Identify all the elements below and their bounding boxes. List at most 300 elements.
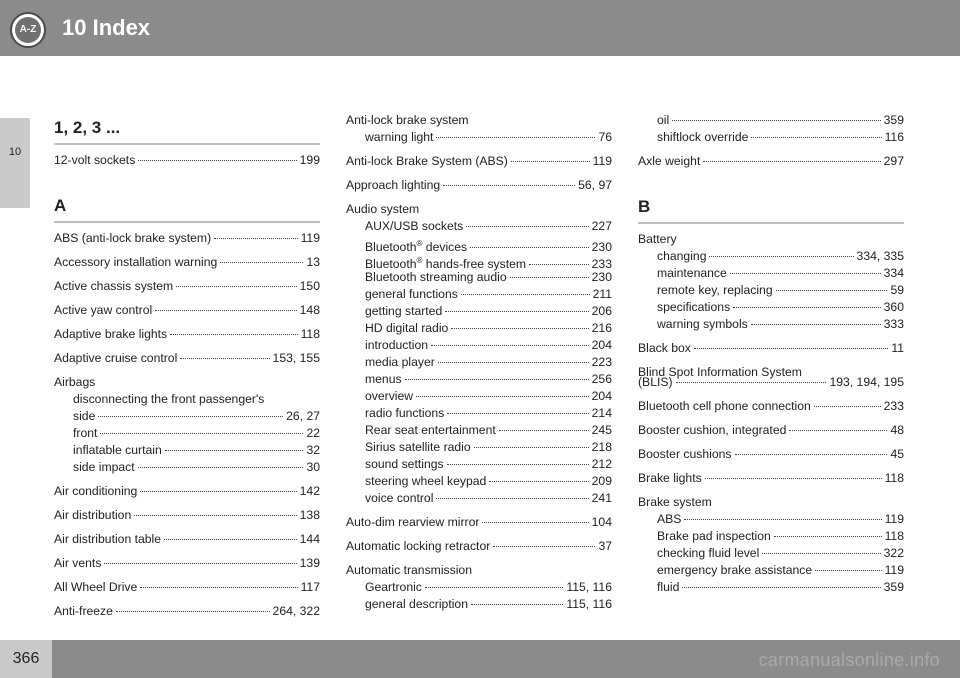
page-ref: 11 — [891, 341, 904, 355]
entry-label: shiftlock override — [657, 130, 749, 144]
dot-leader — [814, 406, 881, 407]
index-subentry — [346, 456, 612, 473]
dot-leader — [436, 498, 588, 499]
index-subentry — [346, 269, 612, 286]
dot-leader — [493, 546, 595, 547]
entry-label: Bluetooth cell phone connection — [638, 399, 811, 413]
entry-label: general description — [365, 597, 468, 611]
dot-leader — [471, 604, 563, 605]
page-ref: 104 — [591, 515, 612, 529]
dot-leader — [489, 481, 588, 482]
dot-leader — [165, 450, 304, 451]
entry-label: emergency brake assistance — [657, 563, 813, 577]
entry-text — [638, 494, 712, 511]
registered-mark: ® — [416, 239, 423, 248]
entry-text — [638, 374, 673, 391]
dot-leader — [451, 328, 588, 329]
index-entry — [638, 231, 904, 333]
entry-text — [657, 112, 669, 129]
page-ref: 256 — [591, 372, 612, 386]
index-entry-line — [54, 326, 320, 343]
page-ref: 360 — [883, 300, 904, 314]
entry-text — [657, 316, 748, 333]
entry-text — [638, 398, 811, 415]
entry-label: Bluetooth streaming audio — [365, 270, 507, 284]
page-number-box — [0, 640, 52, 678]
page-ref: 56, 97 — [578, 178, 612, 192]
entry-text — [365, 456, 444, 473]
index-subentry — [638, 282, 904, 299]
entry-text — [54, 230, 211, 247]
index-subentry — [638, 248, 904, 265]
dot-leader — [482, 522, 588, 523]
entry-label: oil — [657, 113, 670, 127]
index-entry-line — [346, 153, 612, 170]
page-ref: 76 — [598, 130, 612, 144]
index-subentry — [638, 316, 904, 333]
entry-label: disconnecting the front passenger's — [73, 392, 265, 406]
entry-text — [657, 562, 812, 579]
entry-label: radio functions — [365, 406, 445, 420]
entry-text — [638, 422, 786, 439]
entry-text — [54, 302, 152, 319]
entry-text — [73, 442, 162, 459]
dot-leader — [705, 478, 882, 479]
entry-label: HD digital radio — [365, 321, 449, 335]
entry-label: Booster cushion, integrated — [638, 423, 787, 437]
entry-label: Active chassis system — [54, 279, 174, 293]
entry-label: Bluetooth — [365, 257, 417, 272]
entry-label: general functions — [365, 287, 458, 301]
section-gap — [54, 176, 320, 190]
index-entry-line — [346, 112, 612, 129]
entry-label: changing — [657, 249, 707, 263]
page-ref: 199 — [299, 153, 320, 167]
dot-leader — [461, 294, 590, 295]
page-ref: 119 — [592, 154, 612, 168]
index-subentry — [54, 442, 320, 459]
index-subentry — [346, 596, 612, 613]
entry-text — [365, 473, 486, 490]
dot-leader — [138, 467, 304, 468]
entry-label: Brake system — [638, 495, 712, 509]
dot-leader — [140, 491, 296, 492]
dot-leader — [100, 433, 303, 434]
page-ref: 118 — [884, 529, 904, 543]
dot-leader — [445, 311, 588, 312]
page-ref: 117 — [300, 580, 320, 594]
index-entry-line — [638, 398, 904, 415]
entry-label: warning light — [365, 130, 434, 144]
index-entry — [346, 177, 612, 194]
page-ref: 214 — [591, 406, 612, 420]
entry-label: Air distribution — [54, 508, 132, 522]
entry-label: Approach lighting — [346, 178, 441, 192]
dot-leader — [220, 262, 303, 263]
entry-text — [346, 112, 469, 129]
entry-text — [365, 286, 458, 303]
entry-label: side — [73, 409, 96, 423]
page-ref: 204 — [591, 389, 612, 403]
entry-text — [54, 254, 217, 271]
page-ref: 297 — [883, 154, 904, 168]
page-ref: 218 — [591, 440, 612, 454]
entry-text — [365, 354, 435, 371]
page-ref: 359 — [883, 580, 904, 594]
dot-leader — [511, 161, 590, 162]
dot-leader — [116, 611, 270, 612]
dot-leader — [447, 413, 588, 414]
index-subentry — [346, 337, 612, 354]
page-ref: 153, 155 — [272, 351, 320, 365]
section-heading: B — [638, 191, 904, 224]
entry-label: Auto-dim rearview mirror — [346, 515, 480, 529]
index-entry-line — [54, 531, 320, 548]
index-entry-line — [346, 201, 612, 218]
dot-leader — [140, 587, 297, 588]
index-entry — [54, 507, 320, 524]
index-subentry — [346, 388, 612, 405]
entry-text — [346, 177, 440, 194]
index-entry — [346, 112, 612, 146]
index-subentry — [346, 129, 612, 146]
entry-label: warning symbols — [657, 317, 748, 331]
entry-text — [365, 320, 448, 337]
index-entry-line — [54, 507, 320, 524]
page-number: 366 — [12, 650, 40, 667]
entry-text — [54, 326, 167, 343]
index-entry-line — [638, 494, 904, 511]
index-subentry — [638, 562, 904, 579]
entry-label: Anti-lock Brake System (ABS) — [346, 154, 508, 168]
page-ref: 59 — [890, 283, 904, 297]
index-badge-icon — [10, 12, 46, 48]
dot-leader — [466, 226, 588, 227]
index-entry-line — [346, 562, 612, 579]
entry-text — [346, 514, 479, 531]
watermark: carmanualsonline.info — [758, 650, 940, 670]
entry-label: ABS (anti-lock brake system) — [54, 231, 212, 245]
page-ref: 13 — [306, 255, 320, 269]
dot-leader — [682, 587, 880, 588]
entry-label: menus — [365, 372, 402, 386]
entry-label-rest: hands-free system — [422, 257, 527, 272]
index-subentry — [54, 408, 320, 425]
dot-leader — [751, 137, 881, 138]
index-subentry — [346, 405, 612, 422]
page-ref: 334 — [883, 266, 904, 280]
index-entry — [54, 603, 320, 620]
dot-leader — [751, 324, 881, 325]
page-ref: 138 — [299, 508, 320, 522]
index-entry — [638, 398, 904, 415]
entry-label: fluid — [657, 580, 680, 594]
index-subentry — [346, 371, 612, 388]
entry-label: Accessory installation warning — [54, 255, 218, 269]
entry-label: steering wheel keypad — [365, 474, 487, 488]
entry-text — [346, 201, 419, 218]
entry-text — [54, 507, 131, 524]
page-ref: 37 — [598, 539, 612, 553]
entry-text — [73, 408, 95, 425]
index-column-2 — [346, 112, 612, 620]
dot-leader — [730, 273, 881, 274]
page-ref: 245 — [591, 423, 612, 437]
entry-text — [73, 391, 264, 408]
entry-label: specifications — [657, 300, 731, 314]
index-entry — [638, 112, 904, 146]
entry-label: side impact — [73, 460, 135, 474]
index-subentry — [346, 286, 612, 303]
dot-leader — [676, 382, 827, 383]
index-entry-line — [346, 514, 612, 531]
entry-text — [657, 545, 759, 562]
dot-leader — [155, 310, 296, 311]
page-ref: 115, 116 — [566, 580, 612, 594]
index-entry — [638, 494, 904, 596]
entry-text — [73, 459, 135, 476]
page-ref: 118 — [300, 327, 320, 341]
entry-label: (BLIS) — [638, 375, 673, 389]
entry-label: Anti-freeze — [54, 604, 113, 618]
index-column-1 — [54, 112, 320, 627]
index-subentry — [54, 391, 320, 408]
index-entry — [346, 562, 612, 613]
page-ref: 230 — [591, 270, 612, 284]
entry-text — [657, 282, 773, 299]
index-entry — [54, 278, 320, 295]
entry-text — [365, 405, 444, 422]
index-entry-line — [638, 470, 904, 487]
dot-leader — [470, 247, 589, 248]
index-subentry — [638, 511, 904, 528]
entry-text — [365, 579, 422, 596]
entry-text — [657, 579, 679, 596]
page-ref: 144 — [299, 532, 320, 546]
index-entry-line — [638, 153, 904, 170]
page-ref: 206 — [591, 304, 612, 318]
index-entry — [346, 514, 612, 531]
dot-leader — [436, 137, 595, 138]
entry-text — [638, 470, 702, 487]
section-gap — [638, 177, 904, 191]
index-subentry — [638, 112, 904, 129]
entry-text — [54, 152, 135, 169]
entry-text — [657, 299, 730, 316]
entry-label: Black box — [638, 341, 691, 355]
dot-leader — [98, 416, 283, 417]
entry-label: front — [73, 426, 98, 440]
index-subentry — [54, 425, 320, 442]
index-entry — [638, 446, 904, 463]
entry-label: Battery — [638, 232, 677, 246]
dot-leader — [416, 396, 589, 397]
page-ref: 119 — [884, 563, 904, 577]
entry-label: Geartronic — [365, 580, 422, 594]
index-subentry — [346, 303, 612, 320]
index-entry-line — [54, 230, 320, 247]
entry-text — [346, 562, 472, 579]
index-entry-line — [346, 177, 612, 194]
entry-label: ABS — [657, 512, 682, 526]
entry-text — [657, 511, 681, 528]
entry-text — [54, 483, 137, 500]
section-heading: 1, 2, 3 ... — [54, 112, 320, 145]
page-ref: 115, 116 — [566, 597, 612, 611]
dot-leader — [762, 553, 880, 554]
page-ref: 333 — [883, 317, 904, 331]
entry-text — [638, 153, 700, 170]
entry-label: Active yaw control — [54, 303, 153, 317]
dot-leader — [733, 307, 880, 308]
section-heading: A — [54, 190, 320, 223]
entry-text — [346, 153, 508, 170]
dot-leader — [529, 264, 589, 265]
index-entry — [54, 254, 320, 271]
page-ref: 22 — [306, 426, 320, 440]
dot-leader — [138, 160, 296, 161]
entry-label: Blind Spot Information System — [638, 365, 802, 379]
index-entry — [54, 152, 320, 169]
page-footer — [0, 640, 960, 678]
entry-text — [638, 446, 732, 463]
index-entry — [638, 153, 904, 170]
index-entry — [54, 326, 320, 343]
entry-label: 12-volt sockets — [54, 153, 136, 167]
entry-text — [638, 231, 677, 248]
index-subentry — [638, 265, 904, 282]
index-entry-line — [54, 350, 320, 367]
entry-label: Brake pad inspection — [657, 529, 771, 543]
dot-leader — [443, 185, 575, 186]
entry-label: inflatable curtain — [73, 443, 162, 457]
index-entry — [638, 340, 904, 357]
index-entry — [638, 470, 904, 487]
dot-leader — [104, 563, 296, 564]
page-ref: 211 — [592, 287, 612, 301]
page-ref: 322 — [883, 546, 904, 560]
entry-label: Rear seat entertainment — [365, 423, 496, 437]
index-entry — [54, 531, 320, 548]
dot-leader — [214, 238, 297, 239]
index-entry — [54, 374, 320, 476]
entry-text — [54, 278, 173, 295]
entry-text — [365, 490, 433, 507]
entry-text — [54, 350, 177, 367]
page-ref: 233 — [883, 399, 904, 413]
index-subentry — [346, 579, 612, 596]
entry-text — [365, 303, 442, 320]
index-subentry — [638, 129, 904, 146]
dot-leader — [425, 587, 563, 588]
index-entry — [638, 422, 904, 439]
entry-label: Audio system — [346, 202, 420, 216]
page-ref: 26, 27 — [286, 409, 320, 423]
page-ref: 204 — [591, 338, 612, 352]
index-entry — [346, 538, 612, 555]
dot-leader — [776, 290, 888, 291]
dot-leader — [510, 277, 589, 278]
entry-label: Airbags — [54, 375, 96, 389]
dot-leader — [694, 348, 889, 349]
entry-label: Sirius satellite radio — [365, 440, 471, 454]
dot-leader — [176, 286, 296, 287]
dot-leader — [672, 120, 880, 121]
page-ref: 30 — [306, 460, 320, 474]
entry-text — [638, 340, 691, 357]
entry-text — [54, 603, 113, 620]
registered-mark: ® — [416, 256, 423, 265]
dot-leader — [180, 358, 269, 359]
index-entry-line — [638, 231, 904, 248]
entry-label: Axle weight — [638, 154, 701, 168]
dot-leader — [735, 454, 888, 455]
page-ref: 45 — [890, 447, 904, 461]
index-entry — [54, 302, 320, 319]
page-ref: 233 — [591, 257, 612, 272]
entry-text — [365, 337, 428, 354]
index-subentry — [346, 354, 612, 371]
entry-label: sound settings — [365, 457, 444, 471]
page-ref: 139 — [299, 556, 320, 570]
dot-leader — [447, 464, 589, 465]
entry-label: Air conditioning — [54, 484, 138, 498]
entry-text — [657, 248, 706, 265]
entry-text — [365, 129, 433, 146]
index-subentry — [638, 528, 904, 545]
entry-text — [657, 129, 748, 146]
entry-text — [365, 388, 413, 405]
page-ref: 230 — [591, 240, 612, 255]
page-ref: 32 — [306, 443, 320, 457]
dot-leader — [431, 345, 589, 346]
page-ref: 150 — [299, 279, 320, 293]
entry-label: remote key, replacing — [657, 283, 773, 297]
index-entry — [54, 483, 320, 500]
dot-leader — [499, 430, 589, 431]
index-subentry — [346, 473, 612, 490]
index-subentry — [346, 320, 612, 337]
entry-label: Bluetooth — [365, 240, 417, 255]
entry-label: Air vents — [54, 556, 102, 570]
entry-label: maintenance — [657, 266, 727, 280]
index-entry — [54, 230, 320, 247]
index-entry-line — [54, 483, 320, 500]
dot-leader — [438, 362, 589, 363]
entry-label: checking fluid level — [657, 546, 760, 560]
dot-leader — [405, 379, 589, 380]
entry-label: All Wheel Drive — [54, 580, 138, 594]
dot-leader — [815, 570, 881, 571]
index-entry-line — [54, 152, 320, 169]
entry-text — [365, 422, 496, 439]
index-subentry — [346, 439, 612, 456]
index-entry-line — [638, 422, 904, 439]
entry-text — [365, 269, 507, 286]
page-ref: 241 — [591, 491, 612, 505]
index-entry — [346, 153, 612, 170]
dot-leader — [684, 519, 881, 520]
dot-leader — [134, 515, 296, 516]
dot-leader — [164, 539, 297, 540]
index-entry — [346, 201, 612, 507]
entry-label-rest: devices — [422, 240, 468, 255]
index-subentry — [346, 252, 612, 272]
entry-label: voice control — [365, 491, 434, 505]
index-entry-line — [54, 603, 320, 620]
page-ref: 119 — [300, 231, 320, 245]
index-entry — [54, 579, 320, 596]
